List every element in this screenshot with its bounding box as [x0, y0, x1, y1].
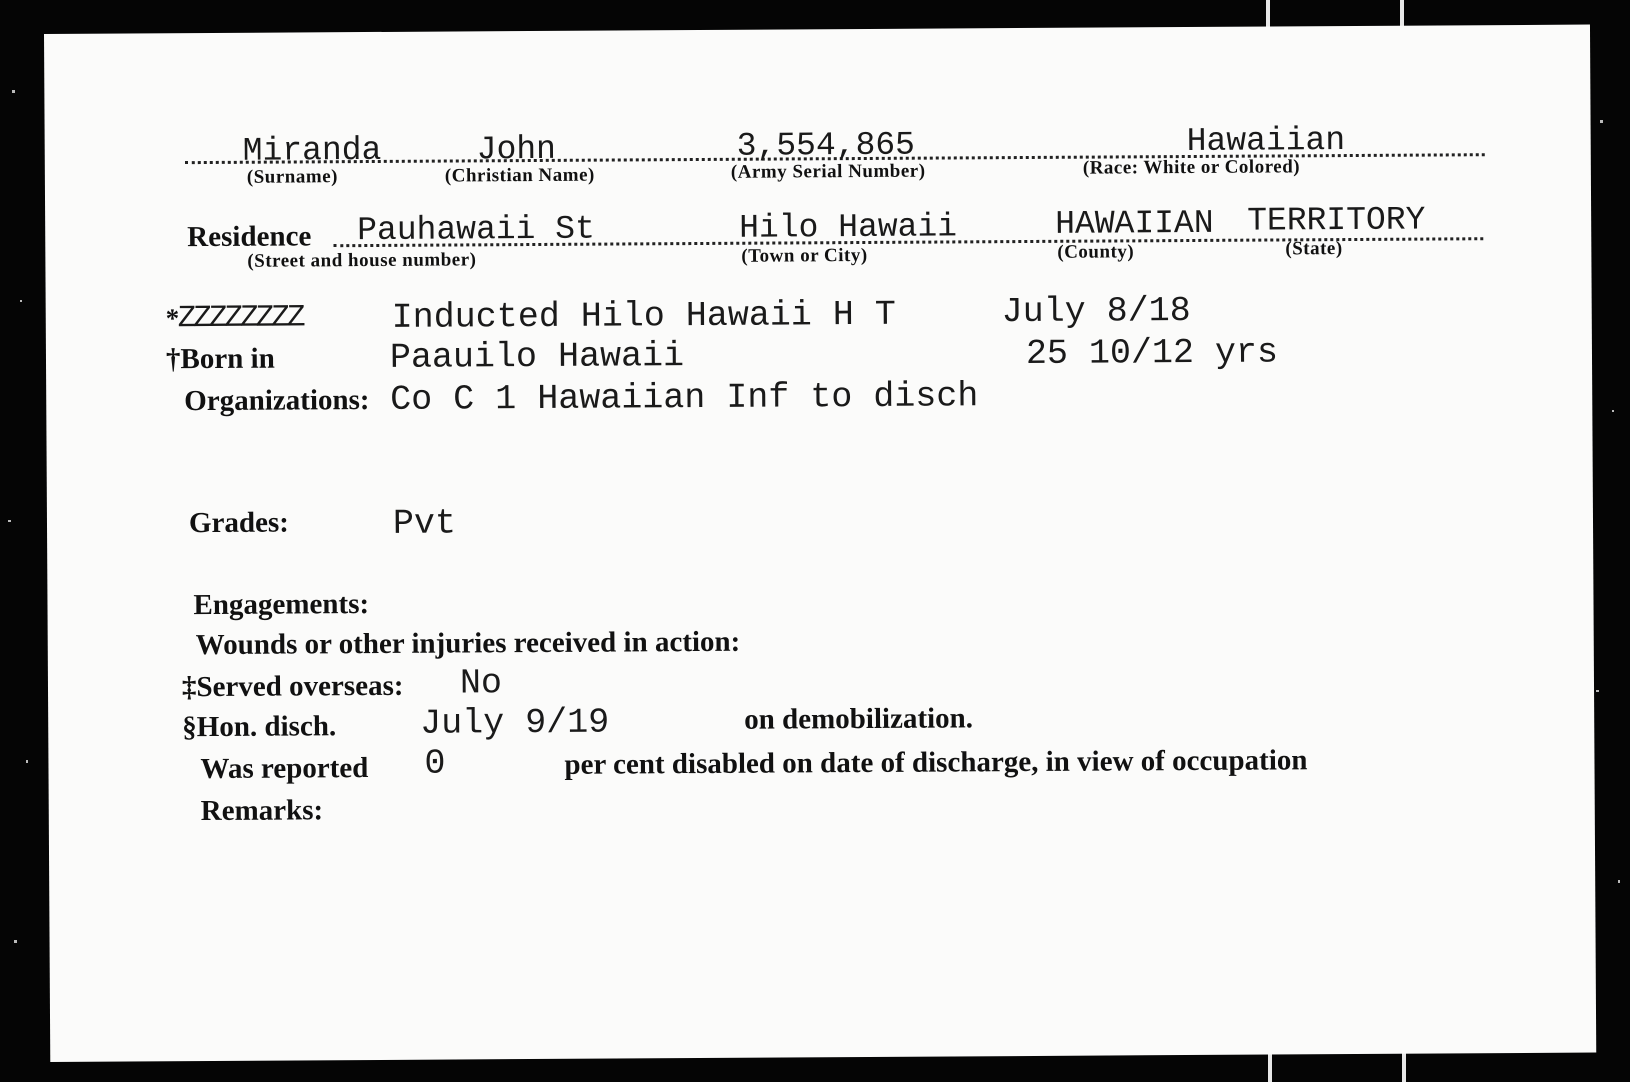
- organizations-label: Organizations:: [184, 384, 370, 418]
- discharge-date: July 9/19: [420, 702, 610, 744]
- residence-label: Residence: [187, 220, 312, 254]
- serial-number-value: 3,554,865: [736, 126, 916, 165]
- street-value: Pauhawaii St: [357, 210, 595, 250]
- state-caption: (State): [1285, 238, 1343, 260]
- wounds-label: Wounds or other injuries received in action:: [195, 625, 741, 662]
- overseas-value: No: [459, 663, 503, 704]
- surname-caption: (Surname): [246, 166, 339, 188]
- born-label: †Born in: [165, 342, 275, 376]
- age-value: 25 10/12 yrs: [1025, 332, 1279, 375]
- record-card: [44, 25, 1596, 1062]
- disability-suffix: per cent disabled on date of discharge, in view of occupation: [564, 744, 1308, 781]
- race-caption: (Race: White or Colored): [1082, 156, 1301, 179]
- entry-marker: *: [165, 303, 180, 334]
- discharge-label: §Hon. disch.: [182, 710, 337, 744]
- entry-date: July 8/18: [1001, 291, 1191, 333]
- discharge-suffix: on demobilization.: [744, 702, 974, 736]
- entry-text: Inducted Hilo Hawaii H T: [391, 294, 896, 338]
- grades-value: Pvt: [392, 503, 457, 544]
- race-value: Hawaiian: [1186, 122, 1346, 161]
- town-value: Hilo Hawaii: [739, 208, 958, 247]
- state-value: TERRITORY: [1247, 201, 1426, 240]
- christian-name-value: John: [476, 130, 557, 169]
- grades-label: Grades:: [188, 506, 289, 540]
- engagements-label: Engagements:: [193, 588, 370, 622]
- county-caption: (County): [1057, 241, 1135, 263]
- remarks-label: Remarks:: [200, 794, 324, 828]
- serial-number-caption: (Army Serial Number): [730, 160, 926, 183]
- overseas-label: ‡Served overseas:: [181, 669, 404, 704]
- organizations-value: Co C 1 Hawaiian Inf to disch: [390, 376, 979, 420]
- street-caption: (Street and house number): [247, 249, 477, 272]
- town-caption: (Town or City): [741, 244, 868, 267]
- disability-value: 0: [424, 743, 446, 784]
- born-place: Paauilo Hawaii: [389, 336, 685, 378]
- christian-name-caption: (Christian Name): [444, 164, 595, 187]
- county-value: HAWAIIAN: [1055, 204, 1214, 243]
- entry-label-struck: ZZZZZZZZ: [177, 300, 303, 337]
- surname-value: Miranda: [242, 131, 382, 170]
- disability-label: Was reported: [200, 752, 369, 786]
